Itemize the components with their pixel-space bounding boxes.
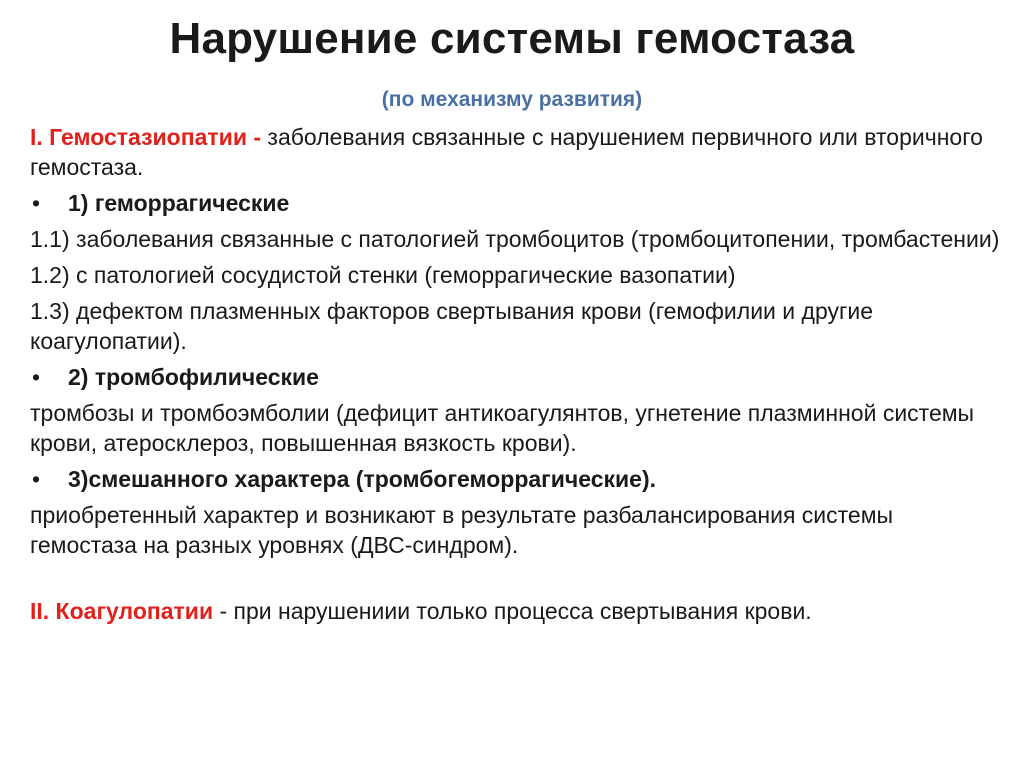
group-3-bullet-item [30, 464, 1005, 494]
page-subtitle: (по механизму развития) [381, 88, 643, 111]
section-1-dash: - [246, 124, 268, 150]
group-1-item: 1.2) с патологией сосудистой стенки (геморрагические вазопатии) [30, 262, 736, 288]
page-title: Нарушение системы гемостаза [169, 14, 855, 63]
spacer [30, 566, 1005, 596]
section-2-dash: - [213, 598, 234, 624]
bullet-icon: • [32, 190, 41, 216]
group-1-bullet-item [30, 188, 1005, 218]
section-2-paragraph [30, 596, 1005, 626]
group-1-item: 1.3) дефектом плазменных факторов свертывания крови (гемофилии и другие коагулопатии). [30, 298, 874, 354]
slide-body [30, 122, 1005, 632]
group-2-bullet-item [30, 362, 1005, 392]
group-1-item: 1.1) заболевания связанные с патологией тромбоцитов (тромбоцитопении, тромбастении) [30, 226, 1000, 252]
group-3-label: 3)смешанного характера (тромбогеморрагические). [68, 466, 657, 492]
section-1-text: заболевания связанные с нарушением первичного или вторичного гемостаза. [30, 124, 983, 180]
group-1-label: 1) геморрагические [68, 190, 290, 216]
section-2-heading: II. Коагулопатии [30, 598, 214, 624]
group-3-text: приобретенный характер и возникают в результате разбалансирования системы гемостаза на разных уровнях (ДВС-синдром). [30, 502, 894, 558]
bullet-icon: • [32, 364, 41, 390]
section-1-heading: I. Гемостазиопатии [30, 124, 247, 150]
group-2-text: тромбозы и тромбоэмболии (дефицит антикоагулянтов, угнетение плазминной системы крови, атеросклероз, повышенная вязкость крови). [30, 400, 975, 456]
section-1-paragraph [30, 122, 1005, 182]
bullet-icon: • [32, 466, 41, 492]
section-2-text: при нарушениии только процесса свертывания крови. [233, 598, 812, 624]
group-2-label: 2) тромбофилические [68, 364, 319, 390]
